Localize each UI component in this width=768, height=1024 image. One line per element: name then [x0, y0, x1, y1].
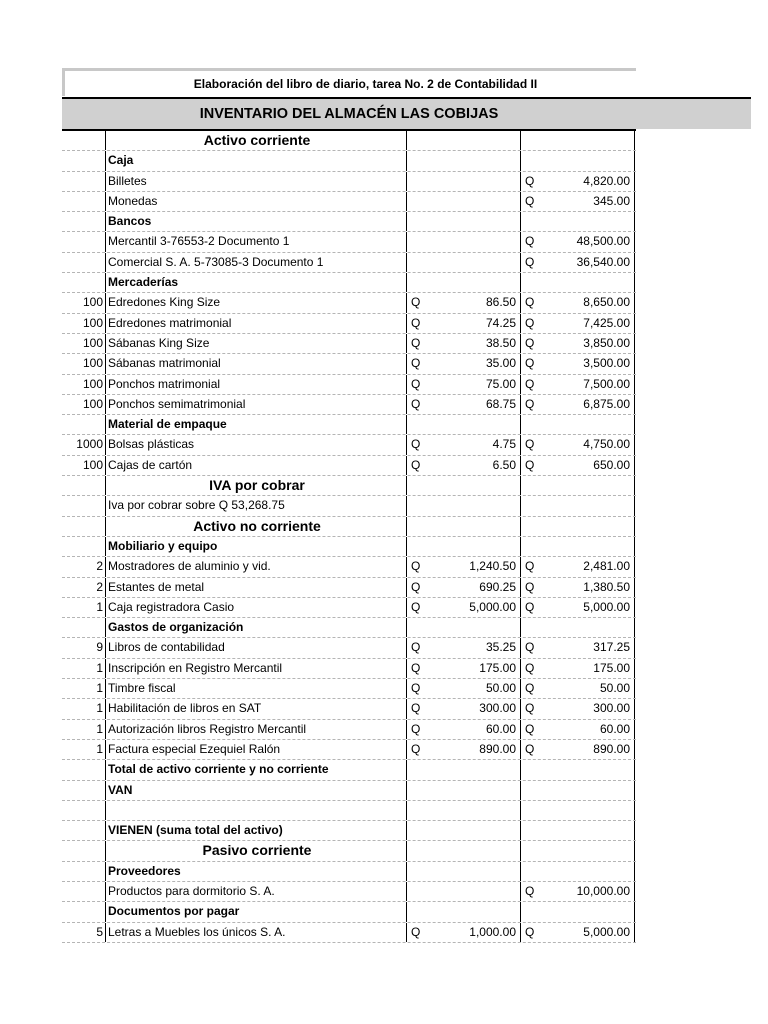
unit-price-cell: [407, 902, 521, 921]
description-cell: Iva por cobrar sobre Q 53,268.75: [106, 496, 407, 515]
currency-symbol: Q: [525, 295, 535, 310]
total-cell: [521, 232, 635, 251]
total-cell: [521, 395, 635, 414]
quantity-cell: [62, 760, 106, 779]
currency-symbol: Q: [525, 924, 535, 939]
unit-price-cell: [407, 415, 521, 434]
total-cell: [521, 314, 635, 333]
total-value: 345.00: [593, 193, 630, 208]
total-value: 890.00: [593, 741, 630, 756]
unit-price-cell: [407, 598, 521, 617]
currency-symbol: Q: [525, 741, 535, 756]
description-cell: Ponchos matrimonial: [106, 375, 407, 394]
description-cell: IVA por cobrar: [106, 476, 407, 495]
currency-symbol: Q: [525, 356, 535, 371]
total-cell: [521, 781, 635, 800]
unit-price-value: 74.25: [485, 315, 516, 330]
total-value: 5,000.00: [583, 924, 630, 939]
currency-symbol: Q: [525, 579, 535, 594]
total-value: 300.00: [593, 701, 630, 716]
currency-symbol: Q: [525, 193, 535, 208]
unit-price-cell: [407, 821, 521, 840]
total-cell: [521, 435, 635, 454]
currency-symbol: Q: [525, 437, 535, 452]
currency-symbol: Q: [525, 376, 535, 391]
unit-price-value: 1,000.00: [469, 924, 516, 939]
description-cell: Bolsas plásticas: [106, 435, 407, 454]
unit-price-cell: [407, 456, 521, 475]
unit-price-cell: [407, 151, 521, 170]
total-value: 650.00: [593, 457, 630, 472]
total-cell: [521, 699, 635, 718]
quantity-cell: [62, 537, 106, 556]
quantity-cell: [62, 172, 106, 191]
table-row: [62, 435, 636, 455]
quantity-cell: 100: [62, 456, 106, 475]
unit-price-cell: [407, 232, 521, 251]
description-cell: Activo corriente: [106, 131, 407, 150]
unit-price-value: 86.50: [485, 295, 516, 310]
description-cell: Caja: [106, 151, 407, 170]
quantity-cell: 2: [62, 578, 106, 597]
description-cell: Mostradores de aluminio y vid.: [106, 557, 407, 576]
unit-price-cell: [407, 375, 521, 394]
quantity-cell: [62, 902, 106, 921]
description-cell: VAN: [106, 781, 407, 800]
table-row: [62, 253, 636, 273]
table-row: [62, 415, 636, 435]
total-cell: [521, 862, 635, 881]
quantity-cell: 100: [62, 334, 106, 353]
table-row: [62, 760, 636, 780]
table-row: [62, 537, 636, 557]
quantity-cell: 5: [62, 923, 106, 942]
quantity-cell: [62, 253, 106, 272]
total-value: 317.25: [593, 640, 630, 655]
total-cell: [521, 192, 635, 211]
total-value: 3,850.00: [583, 335, 630, 350]
inventory-table: [62, 129, 636, 943]
description-cell: Mobiliario y equipo: [106, 537, 407, 556]
total-cell: [521, 496, 635, 515]
description-cell: Cajas de cartón: [106, 456, 407, 475]
currency-symbol: Q: [411, 437, 421, 452]
document-caption: Elaboración del libro de diario, tarea No. 2 de Contabilidad II: [62, 68, 636, 96]
unit-price-cell: [407, 618, 521, 637]
unit-price-cell: [407, 578, 521, 597]
currency-symbol: Q: [525, 173, 535, 188]
total-cell: [521, 679, 635, 698]
spreadsheet: [62, 68, 636, 96]
quantity-cell: 9: [62, 638, 106, 657]
unit-price-cell: [407, 862, 521, 881]
total-value: 1,380.50: [583, 579, 630, 594]
quantity-cell: 100: [62, 395, 106, 414]
description-cell: Comercial S. A. 5-73085-3 Documento 1: [106, 253, 407, 272]
total-cell: [521, 212, 635, 231]
description-cell: Billetes: [106, 172, 407, 191]
quantity-cell: [62, 781, 106, 800]
quantity-cell: [62, 618, 106, 637]
currency-symbol: Q: [411, 701, 421, 716]
total-cell: [521, 537, 635, 556]
description-cell: Proveedores: [106, 862, 407, 881]
quantity-cell: 1: [62, 679, 106, 698]
description-cell: Edredones King Size: [106, 293, 407, 312]
description-cell: VIENEN (suma total del activo): [106, 821, 407, 840]
unit-price-cell: [407, 172, 521, 191]
total-cell: [521, 253, 635, 272]
total-cell: [521, 375, 635, 394]
unit-price-value: 5,000.00: [469, 599, 516, 614]
currency-symbol: Q: [525, 660, 535, 675]
description-cell: Activo no corriente: [106, 517, 407, 536]
currency-symbol: Q: [411, 640, 421, 655]
unit-price-cell: [407, 537, 521, 556]
table-row: [62, 293, 636, 313]
unit-price-cell: [407, 638, 521, 657]
description-cell: Timbre fiscal: [106, 679, 407, 698]
currency-symbol: Q: [411, 579, 421, 594]
total-cell: [521, 476, 635, 495]
description-cell: Pasivo corriente: [106, 841, 407, 860]
total-cell: [521, 659, 635, 678]
description-cell: Factura especial Ezequiel Ralón: [106, 740, 407, 759]
quantity-cell: 1: [62, 659, 106, 678]
currency-symbol: Q: [525, 883, 535, 898]
currency-symbol: Q: [411, 721, 421, 736]
currency-symbol: Q: [525, 640, 535, 655]
currency-symbol: Q: [525, 701, 535, 716]
quantity-cell: [62, 273, 106, 292]
table-row: [62, 801, 636, 821]
currency-symbol: Q: [411, 599, 421, 614]
total-cell: [521, 557, 635, 576]
currency-symbol: Q: [525, 335, 535, 350]
description-cell: Libros de contabilidad: [106, 638, 407, 657]
total-cell: [521, 151, 635, 170]
unit-price-cell: [407, 659, 521, 678]
section-heading-row: [62, 517, 636, 537]
total-value: 48,500.00: [576, 234, 630, 249]
table-row: [62, 781, 636, 801]
currency-symbol: Q: [411, 660, 421, 675]
unit-price-cell: [407, 740, 521, 759]
unit-price-cell: [407, 395, 521, 414]
unit-price-value: 75.00: [485, 376, 516, 391]
total-value: 2,481.00: [583, 559, 630, 574]
quantity-cell: [62, 131, 106, 150]
total-value: 4,820.00: [583, 173, 630, 188]
total-cell: [521, 821, 635, 840]
currency-symbol: Q: [525, 254, 535, 269]
table-row: [62, 172, 636, 192]
currency-symbol: Q: [411, 559, 421, 574]
quantity-cell: 1: [62, 699, 106, 718]
total-cell: [521, 131, 635, 150]
table-row: [62, 496, 636, 516]
total-cell: [521, 517, 635, 536]
total-value: 50.00: [599, 681, 630, 696]
currency-symbol: Q: [411, 396, 421, 411]
table-row: [62, 212, 636, 232]
total-cell: [521, 923, 635, 942]
currency-symbol: Q: [525, 559, 535, 574]
title-banner: [62, 97, 751, 129]
currency-symbol: Q: [525, 681, 535, 696]
total-cell: [521, 273, 635, 292]
description-cell: Habilitación de libros en SAT: [106, 699, 407, 718]
quantity-cell: [62, 517, 106, 536]
total-cell: [521, 334, 635, 353]
unit-price-cell: [407, 841, 521, 860]
currency-symbol: Q: [411, 457, 421, 472]
unit-price-cell: [407, 923, 521, 942]
description-cell: Edredones matrimonial: [106, 314, 407, 333]
total-value: 36,540.00: [576, 254, 630, 269]
total-value: 7,425.00: [583, 315, 630, 330]
quantity-cell: 100: [62, 293, 106, 312]
total-value: 4,750.00: [583, 437, 630, 452]
quantity-cell: [62, 212, 106, 231]
quantity-cell: [62, 415, 106, 434]
table-row: [62, 354, 636, 374]
table-row: [62, 720, 636, 740]
description-cell: Total de activo corriente y no corriente: [106, 760, 407, 779]
total-cell: [521, 902, 635, 921]
table-row: [62, 192, 636, 212]
quantity-cell: [62, 192, 106, 211]
unit-price-value: 50.00: [485, 681, 516, 696]
total-cell: [521, 456, 635, 475]
unit-price-cell: [407, 720, 521, 739]
currency-symbol: Q: [525, 396, 535, 411]
total-cell: [521, 740, 635, 759]
total-cell: [521, 415, 635, 434]
table-row: [62, 456, 636, 476]
total-cell: [521, 598, 635, 617]
quantity-cell: [62, 882, 106, 901]
section-heading-row: [62, 841, 636, 861]
description-cell: Autorización libros Registro Mercantil: [106, 720, 407, 739]
quantity-cell: 1000: [62, 435, 106, 454]
unit-price-value: 35.00: [485, 356, 516, 371]
unit-price-value: 175.00: [479, 660, 516, 675]
description-cell: Gastos de organización: [106, 618, 407, 637]
total-cell: [521, 293, 635, 312]
unit-price-cell: [407, 212, 521, 231]
table-row: [62, 679, 636, 699]
currency-symbol: Q: [525, 599, 535, 614]
unit-price-cell: [407, 293, 521, 312]
table-row: [62, 699, 636, 719]
unit-price-value: 68.75: [485, 396, 516, 411]
quantity-cell: 1: [62, 720, 106, 739]
currency-symbol: Q: [525, 234, 535, 249]
table-row: [62, 618, 636, 638]
unit-price-cell: [407, 557, 521, 576]
total-cell: [521, 882, 635, 901]
currency-symbol: Q: [411, 924, 421, 939]
total-cell: [521, 801, 635, 820]
unit-price-cell: [407, 131, 521, 150]
table-row: [62, 557, 636, 577]
description-cell: Inscripción en Registro Mercantil: [106, 659, 407, 678]
total-cell: [521, 172, 635, 191]
table-row: [62, 273, 636, 293]
currency-symbol: Q: [411, 741, 421, 756]
quantity-cell: 100: [62, 354, 106, 373]
unit-price-cell: [407, 517, 521, 536]
total-value: 8,650.00: [583, 295, 630, 310]
total-value: 3,500.00: [583, 356, 630, 371]
quantity-cell: [62, 476, 106, 495]
table-row: [62, 821, 636, 841]
quantity-cell: 100: [62, 314, 106, 333]
total-value: 10,000.00: [576, 883, 630, 898]
quantity-cell: [62, 151, 106, 170]
section-heading-row: [62, 131, 636, 151]
description-cell: Letras a Muebles los únicos S. A.: [106, 923, 407, 942]
quantity-cell: [62, 232, 106, 251]
total-cell: [521, 578, 635, 597]
unit-price-cell: [407, 760, 521, 779]
total-value: 7,500.00: [583, 376, 630, 391]
unit-price-value: 1,240.50: [469, 559, 516, 574]
description-cell: Ponchos semimatrimonial: [106, 395, 407, 414]
description-cell: Productos para dormitorio S. A.: [106, 882, 407, 901]
inventory-title: INVENTARIO DEL ALMACÉN LAS COBIJAS: [199, 106, 499, 122]
quantity-cell: 100: [62, 375, 106, 394]
description-cell: Caja registradora Casio: [106, 598, 407, 617]
table-row: [62, 902, 636, 922]
quantity-cell: 1: [62, 598, 106, 617]
description-cell: Sábanas matrimonial: [106, 354, 407, 373]
table-row: [62, 395, 636, 415]
table-row: [62, 659, 636, 679]
currency-symbol: Q: [411, 681, 421, 696]
unit-price-cell: [407, 192, 521, 211]
total-cell: [521, 720, 635, 739]
currency-symbol: Q: [411, 295, 421, 310]
unit-price-value: 890.00: [479, 741, 516, 756]
currency-symbol: Q: [525, 457, 535, 472]
table-row: [62, 151, 636, 171]
unit-price-cell: [407, 314, 521, 333]
table-row: [62, 375, 636, 395]
total-value: 6,875.00: [583, 396, 630, 411]
unit-price-cell: [407, 781, 521, 800]
quantity-cell: 1: [62, 740, 106, 759]
table-row: [62, 862, 636, 882]
quantity-cell: [62, 821, 106, 840]
unit-price-value: 690.25: [479, 579, 516, 594]
unit-price-cell: [407, 699, 521, 718]
unit-price-value: 60.00: [485, 721, 516, 736]
currency-symbol: Q: [525, 721, 535, 736]
quantity-cell: [62, 801, 106, 820]
description-cell: Mercantil 3-76553-2 Documento 1: [106, 232, 407, 251]
table-row: [62, 334, 636, 354]
unit-price-value: 35.25: [485, 640, 516, 655]
unit-price-cell: [407, 476, 521, 495]
total-value: 60.00: [599, 721, 630, 736]
unit-price-cell: [407, 253, 521, 272]
total-cell: [521, 618, 635, 637]
description-cell: Bancos: [106, 212, 407, 231]
unit-price-value: 300.00: [479, 701, 516, 716]
table-row: [62, 598, 636, 618]
quantity-cell: [62, 496, 106, 515]
unit-price-cell: [407, 354, 521, 373]
unit-price-value: 4.75: [492, 437, 516, 452]
currency-symbol: Q: [411, 376, 421, 391]
unit-price-value: 38.50: [485, 335, 516, 350]
table-row: [62, 578, 636, 598]
total-cell: [521, 760, 635, 779]
total-value: 5,000.00: [583, 599, 630, 614]
table-row: [62, 314, 636, 334]
unit-price-cell: [407, 435, 521, 454]
currency-symbol: Q: [411, 315, 421, 330]
table-row: [62, 882, 636, 902]
description-cell: Estantes de metal: [106, 578, 407, 597]
description-cell: [106, 801, 407, 820]
description-cell: Material de empaque: [106, 415, 407, 434]
unit-price-cell: [407, 679, 521, 698]
total-value: 175.00: [593, 660, 630, 675]
quantity-cell: 2: [62, 557, 106, 576]
unit-price-cell: [407, 334, 521, 353]
unit-price-cell: [407, 496, 521, 515]
description-cell: Sábanas King Size: [106, 334, 407, 353]
unit-price-cell: [407, 801, 521, 820]
description-cell: Monedas: [106, 192, 407, 211]
description-cell: Documentos por pagar: [106, 902, 407, 921]
currency-symbol: Q: [525, 315, 535, 330]
quantity-cell: [62, 862, 106, 881]
currency-symbol: Q: [411, 356, 421, 371]
description-cell: Mercaderías: [106, 273, 407, 292]
currency-symbol: Q: [411, 335, 421, 350]
unit-price-cell: [407, 882, 521, 901]
total-cell: [521, 354, 635, 373]
total-cell: [521, 841, 635, 860]
table-row: [62, 232, 636, 252]
table-row: [62, 740, 636, 760]
unit-price-cell: [407, 273, 521, 292]
unit-price-value: 6.50: [492, 457, 516, 472]
total-cell: [521, 638, 635, 657]
table-row: [62, 638, 636, 658]
quantity-cell: [62, 841, 106, 860]
section-heading-row: [62, 476, 636, 496]
table-row: [62, 923, 636, 943]
